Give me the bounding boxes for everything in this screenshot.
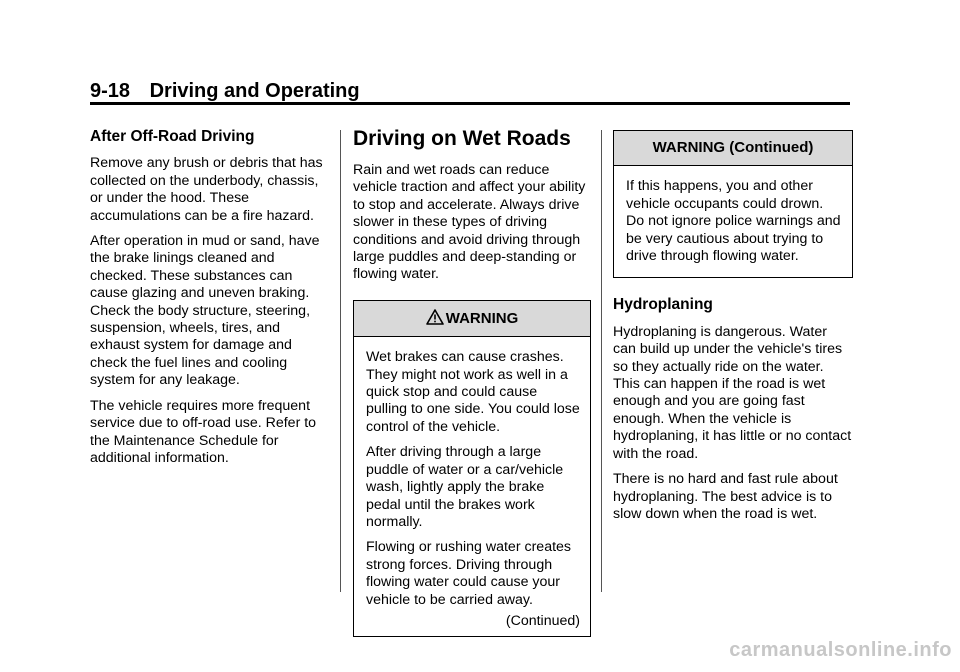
warning-paragraph-1: Wet brakes can cause crashes. They might not work as well in a quick stop and could cause pulling to one side. You could lose control of the vehicle. xyxy=(366,349,580,435)
watermark: carmanualsonline.info xyxy=(729,639,952,661)
warning-paragraph-2: After driving through a large puddle of water or a car/vehicle wash, lightly apply the brake pedal until the brakes work normally. xyxy=(366,444,564,530)
warning-continued-paragraph: If this happens, you and other vehicle occupants could drown. Do not ignore police warnings and be very cautious about trying to drive through flowing water. xyxy=(626,178,841,265)
warning-paragraph-3: Flowing or rushing water creates strong forces. Driving through flowing water could cause your vehicle to be carried away. xyxy=(366,539,572,608)
column-1 xyxy=(90,128,330,475)
warning-continued-box xyxy=(613,130,853,278)
after-offroad-heading: After Off-Road Driving xyxy=(90,128,255,145)
warning-title: WARNING xyxy=(445,309,519,327)
column-divider-2 xyxy=(601,130,602,592)
wet-roads-heading: Driving on Wet Roads xyxy=(353,127,571,150)
warning-continued-body xyxy=(614,166,852,277)
page-number: 9-18 xyxy=(90,80,131,102)
warning-header xyxy=(354,301,590,337)
warning-continued-header: WARNING (Continued) xyxy=(614,131,852,166)
header-rule xyxy=(90,102,850,105)
column-3 xyxy=(613,128,853,531)
hydroplaning-paragraph-1: Hydroplaning is dangerous. Water can build up under the vehicle's tires so they actually ride on the water. This can happen if the road is wet enough and you are going fast enough. When the vehicle is hydroplaning, it has little or no contact with the road. xyxy=(613,323,852,462)
warning-box xyxy=(353,300,591,638)
hydroplaning-heading: Hydroplaning xyxy=(613,296,713,314)
warning-triangle-icon xyxy=(426,309,444,325)
col1-paragraph-2: After operation in mud or sand, have the brake linings cleaned and checked. These substances can cause glazing and uneven braking. Check the body structure, steering, suspension, wheels, tires, and exhaust system for damage and check the fuel lines and cooling system for any leakage. xyxy=(90,233,320,389)
wet-roads-intro: Rain and wet roads can reduce vehicle traction and affect your ability to stop and accelerate. Always drive slower in these types of driving conditions and avoid driving through large puddles and deep-standing or flowing water. xyxy=(353,162,586,283)
warning-body xyxy=(354,337,590,636)
hydroplaning-paragraph-2: There is no hard and fast rule about hydroplaning. The best advice is to slow down when the road is wet. xyxy=(613,471,838,522)
column-2 xyxy=(353,128,591,637)
col1-paragraph-1: Remove any brush or debris that has collected on the underbody, chassis, or under the hood. These accumulations can be a fire hazard. xyxy=(90,155,323,224)
page-header xyxy=(90,80,360,103)
col1-paragraph-3: The vehicle requires more frequent service due to off-road use. Refer to the Maintenance Schedule for additional information. xyxy=(90,397,317,466)
continued-label: (Continued) xyxy=(505,612,580,629)
column-divider-1 xyxy=(340,130,341,592)
section-title: Driving and Operating xyxy=(149,80,360,102)
